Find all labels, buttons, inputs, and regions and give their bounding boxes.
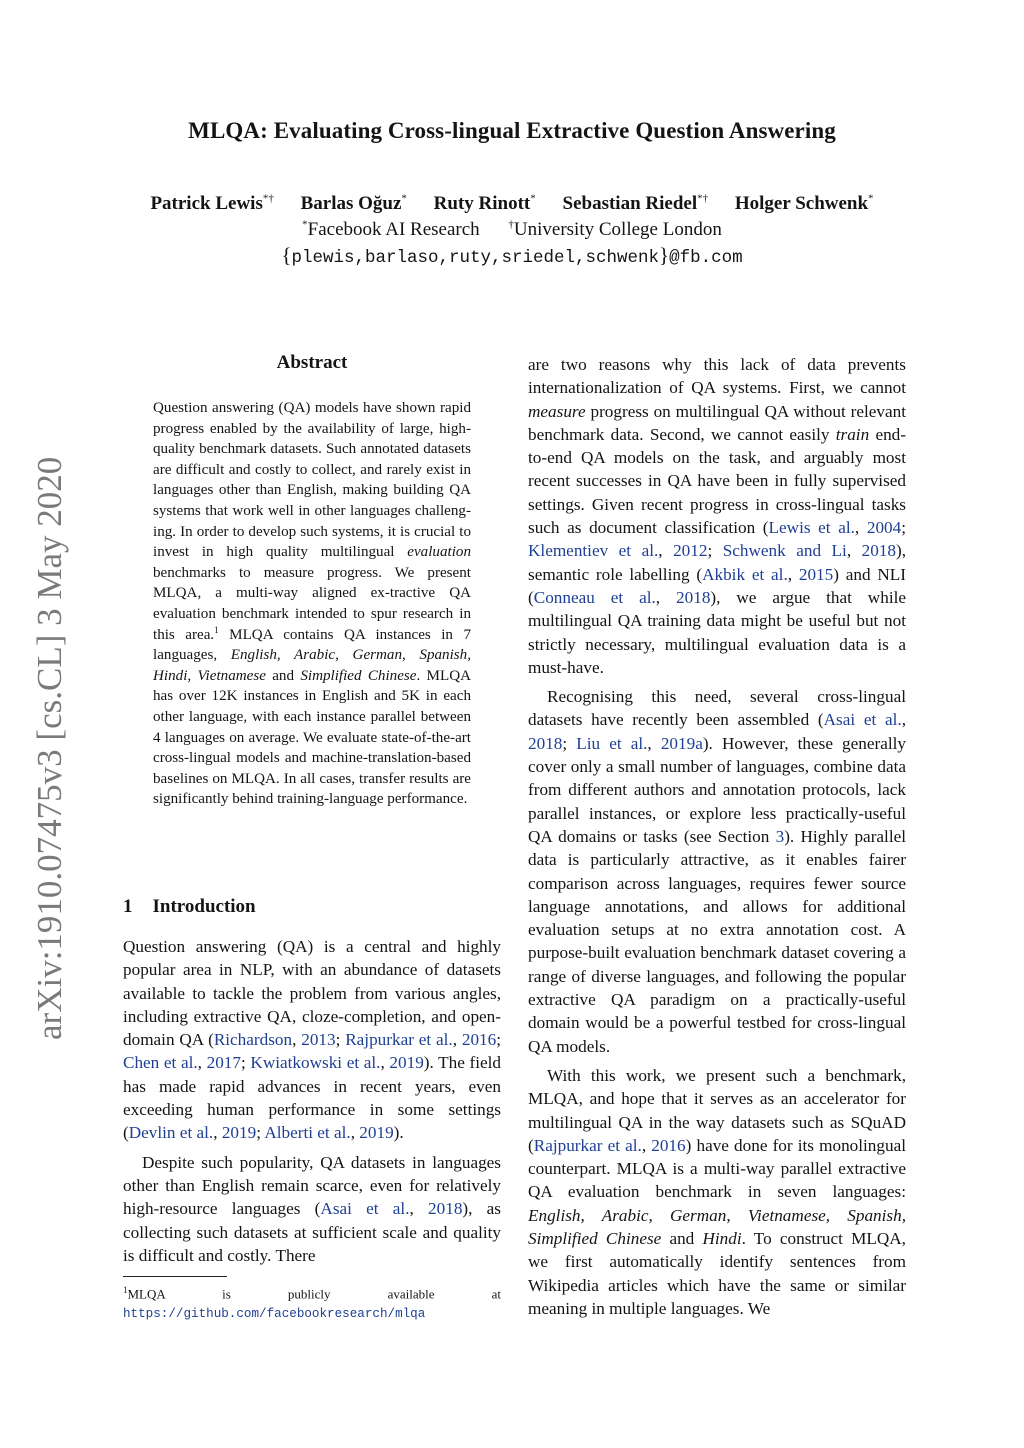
footnote-marker: 1 bbox=[214, 624, 219, 635]
citation-link[interactable]: 2018 bbox=[428, 1199, 463, 1219]
author: Barlas Oğuz* bbox=[300, 193, 407, 215]
affiliation: †University College London bbox=[508, 219, 722, 241]
section-ref-link[interactable]: 3 bbox=[775, 826, 785, 846]
paragraph: Despite such popularity, QA datasets in languages other than English remain scarce, even for relatively high-resource languages (Asai et al., 2018), as collecting such datasets at sufficient scale and quality is difficult and costly. There bbox=[123, 1152, 501, 1265]
paper-title: MLQA: Evaluating Cross-lingual Extractive Question Answering bbox=[188, 118, 836, 143]
citation-link[interactable]: 2018 bbox=[676, 587, 711, 607]
citation-link[interactable]: 2016 bbox=[651, 1135, 686, 1155]
citation-link[interactable]: 2018 bbox=[861, 541, 896, 561]
citation-link[interactable]: Kwiatkowski et al. bbox=[250, 1053, 381, 1073]
citation-link[interactable]: Rajpurkar et al. bbox=[533, 1135, 642, 1155]
citation-link[interactable]: 2017 bbox=[206, 1053, 241, 1073]
citation-link[interactable]: 2019 bbox=[221, 1123, 257, 1143]
citation-link[interactable]: Conneau et al. bbox=[533, 587, 656, 607]
author: Ruty Rinott* bbox=[433, 193, 536, 215]
citation-link[interactable]: 2019 bbox=[359, 1123, 394, 1143]
citation-link[interactable]: Alberti et al. bbox=[264, 1123, 351, 1143]
abstract-heading: Abstract bbox=[276, 352, 348, 373]
footnote-url-link[interactable]: https://github.com/facebookresearch/mlqa bbox=[123, 1307, 426, 1322]
citation-link[interactable]: Asai et al. bbox=[823, 710, 902, 730]
citation-link[interactable]: 2004 bbox=[866, 518, 902, 538]
citation-link[interactable]: 2012 bbox=[673, 541, 708, 561]
author-emails: {plewis,barlaso,ruty,sriedel,schwenk}@fb.com bbox=[281, 243, 743, 268]
author: Patrick Lewis*† bbox=[150, 193, 274, 215]
citation-link[interactable]: Richardson bbox=[213, 1030, 293, 1050]
citation-link[interactable]: Asai et al. bbox=[320, 1199, 410, 1219]
paragraph: Question answering (QA) is a central and highly popular area in NLP, with an abundance of datasets available to tackle the problem from various angles, including extractive QA, cloze-completion, and open-domain QA (Richardson, 2013; Rajpurkar et al., 2016; Chen et al., 2017; Kwiatkowski et al., 2019). The field has made rapid advances in recent years, even exceeding human performance in some settings (Devlin et al., 2019; Alberti et al., 2019). bbox=[123, 937, 501, 1143]
right-column-body bbox=[528, 353, 906, 1320]
left-column-body bbox=[123, 935, 501, 1267]
citation-link[interactable]: Akbik et al. bbox=[702, 564, 788, 584]
footnote: $^1$MLQA is publicly available at https://github.com/facebookresearch/mlqa bbox=[123, 1285, 501, 1322]
author: Sebastian Riedel*† bbox=[562, 193, 709, 215]
citation-link[interactable]: Schwenk and Li bbox=[722, 541, 847, 561]
citation-link[interactable]: 2016 bbox=[461, 1030, 497, 1050]
author: Holger Schwenk* bbox=[734, 193, 874, 215]
citation-link[interactable]: 2019a bbox=[660, 733, 703, 753]
citation-link[interactable]: 2015 bbox=[798, 564, 834, 584]
citation-link[interactable]: Liu et al. bbox=[576, 733, 648, 753]
arxiv-sidebar-stamp: arXiv:1910.07475v3 [cs.CL] 3 May 2020 bbox=[30, 456, 69, 1040]
citation-link[interactable]: Klementiev et al. bbox=[528, 541, 659, 561]
affiliation: *Facebook AI Research bbox=[302, 219, 480, 241]
footnote-rule bbox=[123, 1276, 227, 1277]
citation-link[interactable]: Chen et al. bbox=[123, 1053, 198, 1073]
citation-link[interactable]: Devlin et al. bbox=[128, 1123, 214, 1143]
citation-link[interactable]: Rajpurkar et al. bbox=[345, 1030, 453, 1050]
citation-link[interactable]: 2013 bbox=[301, 1030, 336, 1050]
paragraph: are two reasons why this lack of data prevents internationalization of QA systems. First, we cannot measure progress on multilingual QA without relevant benchmark data. Second, we cannot easily train end-to-end QA models on the task, and arguably most recent successes in QA have been in fully supervised settings. Given recent progress in cross-lingual tasks such as document classification (Lewis et al., 2004; Klementiev et al., 2012; Schwenk and Li, 2018), semantic role labelling (Akbik et al., 2015) and NLI (Conneau et al., 2018), we argue that while multilingual QA training data might be useful but not strictly necessary, multilingual evaluation data is a must-have. bbox=[528, 355, 907, 677]
paragraph: Recognising this need, several cross-lingual datasets have recently been assembled (Asai et al., 2018; Liu et al., 2019a). However, these generally cover only a small number of languages, combine data from different authors and annotation protocols, lack parallel instances, or explore less practically-useful QA domains or tasks (see Section 3). Highly parallel data is particularly attractive, as it enables fairer comparison across languages, requires fewer source language annotations, and allows for additional evaluation setups at no extra annotation cost. A purpose-built evaluation benchmark dataset covering a range of diverse languages, and following the popular extractive QA paradigm on a practically-useful domain would be a powerful testbed for cross-lingual QA models. bbox=[528, 687, 906, 1056]
citation-link[interactable]: 2018 bbox=[528, 733, 563, 753]
section-heading: 1 Introduction bbox=[123, 896, 256, 917]
citation-link[interactable]: Lewis et al. bbox=[768, 518, 855, 538]
author-list bbox=[0, 193, 1024, 215]
affiliations bbox=[0, 219, 1024, 241]
citation-link[interactable]: 2019 bbox=[389, 1053, 424, 1073]
abstract-body: Question answering (QA) models have shown rapid progress enabled by the availability of large, high-quality benchmark datasets. Such annotated datasets are difficult and costly to collect, and rarely exist in languages other than English, making building QA systems that work well in other languages challeng-ing. In order to develop such systems, it is crucial to invest in high quality multilingual evaluation benchmarks to measure progress. We present MLQA, a multi-way aligned ex-tractive QA evaluation benchmark intended to spur research in this area.$^1$ MLQA contains QA instances in 7 languages, English, Arabic, German, Spanish, Hindi, Vietnamese and Simplified Chinese. MLQA has over 12K instances in English and 5K in each other language, with each instance parallel between 4 languages on average. We evaluate state-of-the-art cross-lingual models and machine-translation-based baselines on MLQA. In all cases, transfer results are significantly behind training-language performance. bbox=[153, 400, 471, 808]
paragraph: With this work, we present such a benchmark, MLQA, and hope that it serves as an accelerator for multilingual QA in the way datasets such as SQuAD (Rajpurkar et al., 2016) have done for its monolingual counterpart. MLQA is a multi-way parallel extractive QA evaluation benchmark in seven languages: English, Arabic, German, Vietnamese, Spanish, Simplified Chinese and Hindi. To construct MLQA, we first automatically identify sentences from Wikipedia articles which have the same or similar meaning in multiple languages. We bbox=[528, 1065, 906, 1318]
